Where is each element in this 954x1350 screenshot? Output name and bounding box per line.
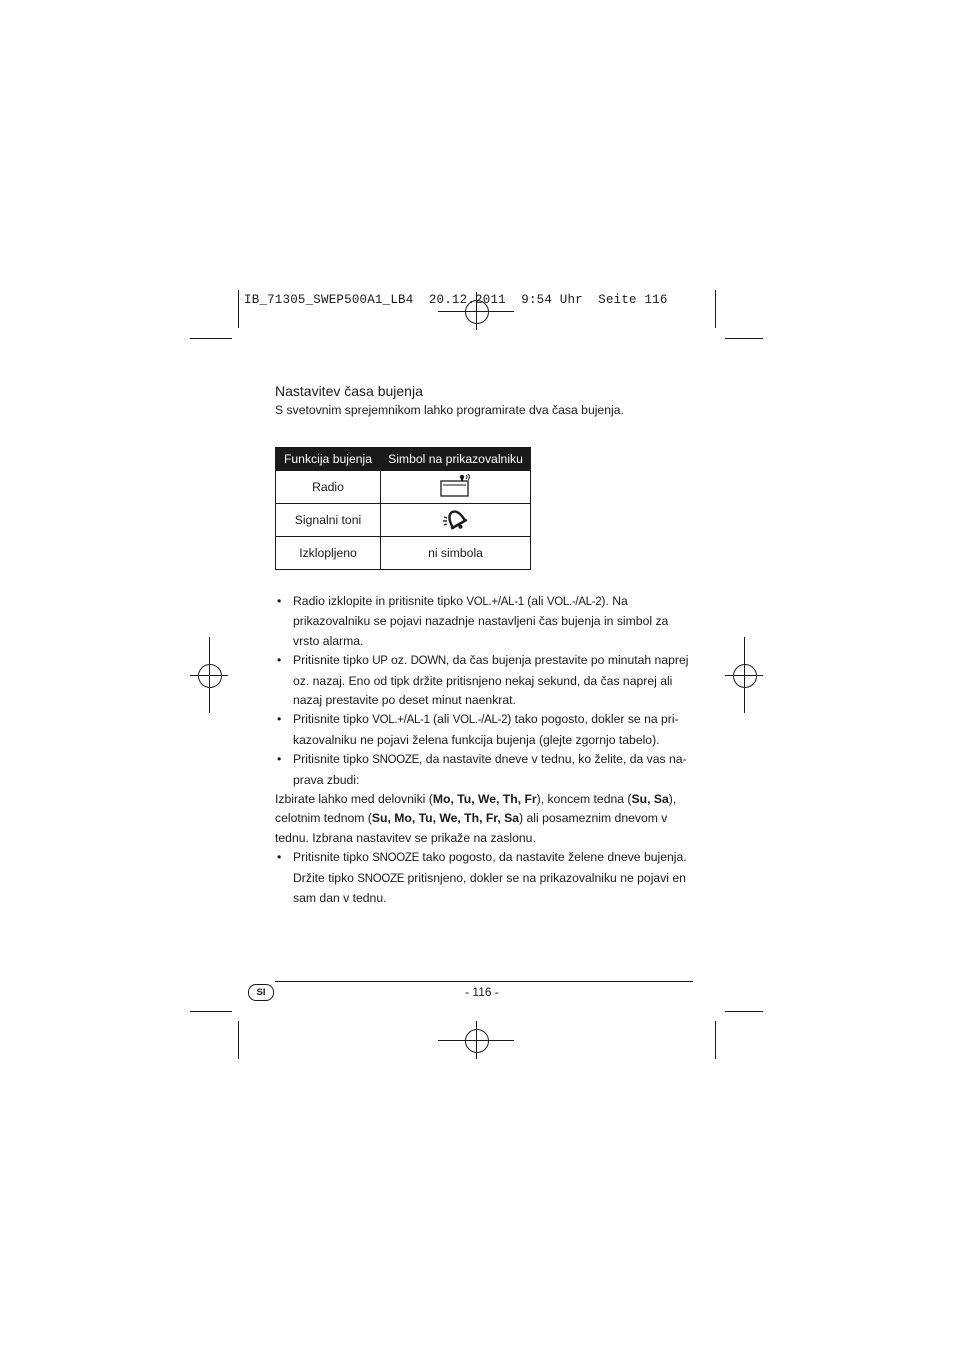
list-item: • Pritisnite tipko VOL.+/AL-1 (ali VOL.-/AL-2) tako pogosto, dokler se na pri-kazovalniku ne pojavi želena funkcija bujenja (glejte zgornjo tabelo).	[277, 712, 679, 747]
key-label: VOL.+/AL-1	[466, 596, 524, 608]
table-cell-function: Izklopljeno	[276, 537, 381, 570]
crop-mark	[725, 338, 763, 339]
column-header-function: Funkcija bujenja	[276, 448, 381, 471]
bullet-marker: •	[277, 594, 282, 608]
days-label: Mo, Tu, We, Th, Fr	[432, 792, 537, 807]
crop-mark	[715, 1021, 716, 1059]
column-header-symbol: Simbol na prikazovalniku	[381, 448, 531, 471]
table-row	[276, 471, 531, 504]
table-cell-function: Signalni toni	[276, 504, 381, 537]
key-label: VOL.-/AL-2	[452, 714, 508, 727]
crop-mark	[715, 290, 716, 328]
crop-mark	[725, 1011, 763, 1012]
language-badge: SI	[248, 984, 274, 1001]
table-row	[276, 504, 531, 537]
crop-mark	[190, 338, 232, 339]
crop-mark	[238, 1021, 239, 1059]
table-row	[276, 537, 531, 570]
section-title: Nastavitev časa bujenja	[275, 383, 423, 399]
list-item: • Radio izklopite in pritisnite tipko VOL.+/AL-1 (ali VOL.-/AL-2). Na prikazovalniku se pojavi nazadnje nastavljeni čas bujenja in simbol za vrsto alarma.	[277, 594, 669, 648]
paragraph: Izbirate lahko med delovniki (Mo, Tu, We, Th, Fr), koncem tedna (Su, Sa), celotnim tednom (Su, Mo, Tu, We, Th, Fr, Sa) ali posameznim dnevom v tednu. Izbrana nastavitev se prikaže na zaslonu.	[275, 792, 677, 845]
key-label: UP	[372, 655, 388, 668]
key-label: VOL.-/AL-2	[546, 596, 602, 608]
table-header-row	[276, 448, 531, 471]
days-label: Su, Sa	[631, 792, 669, 807]
key-label: SNOOZE	[372, 754, 420, 767]
alarm-function-table	[275, 447, 531, 570]
crop-mark	[190, 1011, 232, 1012]
table-cell-function: Radio	[276, 471, 381, 504]
key-label: SNOOZE	[372, 852, 420, 865]
bell-alarm-icon	[439, 505, 473, 533]
registration-circle	[198, 664, 222, 688]
list-item: • Pritisnite tipko SNOOZE, da nastavite dneve v tednu, ko želite, da vas na-prava zbudi:	[277, 752, 687, 787]
instructions	[275, 592, 695, 909]
key-label: SNOOZE	[357, 872, 405, 885]
table-cell-symbol	[381, 504, 531, 537]
bullet-marker: •	[277, 850, 282, 865]
key-label: DOWN	[410, 655, 446, 668]
registration-circle	[465, 1029, 489, 1053]
key-label: VOL.+/AL-1	[372, 714, 430, 727]
registration-circle	[733, 664, 757, 688]
list-item: • Pritisnite tipko UP oz. DOWN, da čas bujenja prestavite po minutah naprej oz. nazaj. Eno od tipk držite pritisnjeno nekaj sekund, da čas naprej ali nazaj prestavite po deset minut naenkrat.	[277, 653, 689, 708]
crop-mark	[238, 290, 239, 328]
bullet-marker: •	[277, 653, 282, 668]
table-cell-symbol	[381, 471, 531, 504]
bullet-marker: •	[277, 712, 282, 727]
radio-alarm-icon	[439, 472, 473, 500]
list-item: • Pritisnite tipko SNOOZE tako pogosto, da nastavite želene dneve bujenja. Držite tipko SNOOZE pritisnjeno, dokler se na prikazovalniku ne pojavi en sam dan v tednu.	[277, 850, 687, 906]
days-label: Su, Mo, Tu, We, Th, Fr, Sa	[371, 811, 520, 826]
footer-rule	[275, 981, 693, 982]
table-cell-symbol: ni simbola	[381, 537, 531, 570]
page-number: - 116 -	[465, 985, 499, 999]
bullet-marker: •	[277, 752, 282, 767]
print-slug: IB_71305_SWEP500A1_LB4 20.12.2011 9:54 Uhr Seite 116	[244, 293, 668, 307]
section-intro: S svetovnim sprejemnikom lahko programirate dva časa bujenja.	[275, 403, 624, 417]
